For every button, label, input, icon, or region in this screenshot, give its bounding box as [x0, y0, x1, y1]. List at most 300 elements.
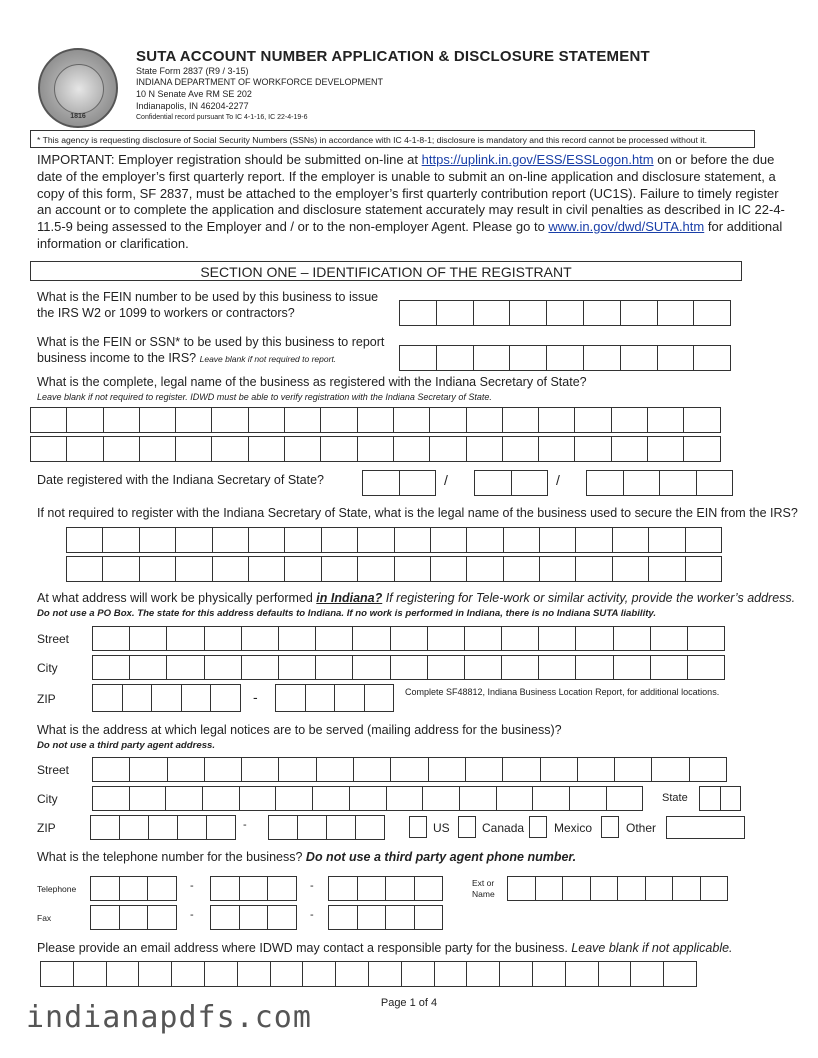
- mail-zip-field-box[interactable]: [206, 815, 236, 840]
- ein-name-row-1-box[interactable]: [321, 527, 358, 553]
- legal-name-row-2-box[interactable]: [211, 436, 248, 462]
- work-zip-field-box[interactable]: [181, 684, 212, 712]
- fein-ssn-field-box[interactable]: [546, 345, 584, 371]
- work-zip4-field-box[interactable]: [275, 684, 306, 712]
- ein-name-row-2-box[interactable]: [466, 556, 503, 582]
- date-month-field-box[interactable]: [362, 470, 400, 496]
- work-street-field-box[interactable]: [92, 626, 130, 651]
- ein-name-row-2-box[interactable]: [394, 556, 431, 582]
- important-text-1: IMPORTANT: Employer registration should be submitted on-line at: [37, 152, 422, 167]
- fein-w2-field-box[interactable]: [693, 300, 731, 326]
- work-city-field-box[interactable]: [166, 655, 204, 680]
- ein-name-row-1-box[interactable]: [212, 527, 249, 553]
- ein-name-row-1-box[interactable]: [648, 527, 685, 553]
- phone-area-field-box[interactable]: [147, 876, 177, 901]
- work-city-field-box[interactable]: [501, 655, 539, 680]
- legal-name-row-2-box[interactable]: [574, 436, 611, 462]
- country-other-checkbox[interactable]: [601, 816, 619, 838]
- ein-name-row-2-box[interactable]: [248, 556, 285, 582]
- legal-name-row-2-box[interactable]: [139, 436, 176, 462]
- fein-ssn-field-box[interactable]: [473, 345, 511, 371]
- ein-name-row-2-box[interactable]: [139, 556, 176, 582]
- ein-name-row-1-box[interactable]: [430, 527, 467, 553]
- legal-name-row-2-box[interactable]: [538, 436, 575, 462]
- fein-w2-field-box[interactable]: [657, 300, 695, 326]
- ein-name-row-1-box[interactable]: [466, 527, 503, 553]
- mail-zip4-field: [268, 815, 385, 840]
- mail-street-field-box[interactable]: [353, 757, 391, 782]
- ein-name-row-2-box[interactable]: [175, 556, 212, 582]
- form-number: State Form 2837 (R9 / 3-15): [136, 66, 249, 76]
- date-registered-question: Date registered with the Indiana Secretary of State?: [37, 473, 324, 487]
- fax-dash-2: -: [310, 909, 314, 921]
- ein-name-row-1-box[interactable]: [284, 527, 321, 553]
- address-line-1: 10 N Senate Ave RM SE 202: [136, 89, 252, 99]
- mail-zip4-field-box[interactable]: [326, 815, 356, 840]
- work-city-field-box[interactable]: [650, 655, 688, 680]
- ein-name-row-1-box[interactable]: [248, 527, 285, 553]
- fax-area-field: [90, 905, 177, 930]
- phone-ext-field-box[interactable]: [617, 876, 646, 901]
- legal-name-row-1-box[interactable]: [30, 407, 67, 433]
- mail-city-field-box[interactable]: [92, 786, 130, 811]
- mail-street-field-box[interactable]: [465, 757, 503, 782]
- country-other-label: Other: [626, 821, 657, 835]
- ein-name-row-1-box[interactable]: [357, 527, 394, 553]
- phone-question-note: Do not use a third party agent phone number.: [305, 850, 577, 864]
- ein-name-row-2-box[interactable]: [357, 556, 394, 582]
- phone-prefix-field-box[interactable]: [267, 876, 297, 901]
- legal-name-row-2-box[interactable]: [30, 436, 67, 462]
- ein-name-question: If not required to register with the Indiana Secretary of State, what is the legal name of the business used to secure the EIN from the IRS?: [37, 506, 798, 520]
- date-day-field-box[interactable]: [474, 470, 512, 496]
- form-title: SUTA ACCOUNT NUMBER APPLICATION & DISCLOSURE STATEMENT: [136, 48, 650, 65]
- email-field-box[interactable]: [73, 961, 107, 987]
- fein-ssn-field-box[interactable]: [436, 345, 474, 371]
- phone-ext-field-box[interactable]: [562, 876, 591, 901]
- fax-area-field-box[interactable]: [147, 905, 177, 930]
- email-field-box[interactable]: [663, 961, 697, 987]
- fein-w2-field-box[interactable]: [399, 300, 437, 326]
- ein-name-row-2-box[interactable]: [321, 556, 358, 582]
- fein-ssn-field-box[interactable]: [583, 345, 621, 371]
- email-field-box[interactable]: [171, 961, 205, 987]
- mail-street-field-box[interactable]: [651, 757, 689, 782]
- work-city-field-box[interactable]: [241, 655, 279, 680]
- legal-name-row-2: [30, 436, 721, 462]
- ein-name-row-1-box[interactable]: [685, 527, 722, 553]
- mail-zip-field-box[interactable]: [148, 815, 178, 840]
- work-street-label: Street: [37, 632, 70, 646]
- mail-city-field-box[interactable]: [202, 786, 240, 811]
- ein-name-row-2-box[interactable]: [66, 556, 103, 582]
- legal-name-row-1-box[interactable]: [647, 407, 684, 433]
- work-street-field-box[interactable]: [129, 626, 167, 651]
- legal-name-row-2-box[interactable]: [466, 436, 503, 462]
- email-field-box[interactable]: [630, 961, 664, 987]
- legal-name-row-2-box[interactable]: [611, 436, 648, 462]
- work-address-question: [37, 590, 797, 606]
- fein-w2-field-box[interactable]: [509, 300, 547, 326]
- fax-area-field-box[interactable]: [90, 905, 120, 930]
- email-field-box[interactable]: [335, 961, 369, 987]
- date-month-field-box[interactable]: [399, 470, 437, 496]
- email-field-box[interactable]: [40, 961, 74, 987]
- legal-name-row-1-box[interactable]: [357, 407, 394, 433]
- ein-name-row-1-box[interactable]: [139, 527, 176, 553]
- legal-name-row-2-box[interactable]: [284, 436, 321, 462]
- work-street-field-box[interactable]: [204, 626, 242, 651]
- work-city-field-box[interactable]: [390, 655, 428, 680]
- mail-state-field-box[interactable]: [720, 786, 742, 811]
- email-field-box[interactable]: [368, 961, 402, 987]
- ein-name-row-2-box[interactable]: [612, 556, 649, 582]
- legal-notice-note: Do not use a third party agent address.: [37, 740, 216, 751]
- email-field-box[interactable]: [565, 961, 599, 987]
- fax-line-field-box[interactable]: [357, 905, 387, 930]
- email-field-box[interactable]: [270, 961, 304, 987]
- legal-name-row-2-box[interactable]: [175, 436, 212, 462]
- legal-name-question: What is the complete, legal name of the business as registered with the Indiana Secretary of State?: [37, 375, 587, 389]
- work-zip4-field: [275, 684, 394, 712]
- work-city-label: City: [37, 661, 58, 675]
- work-street-field-box[interactable]: [427, 626, 465, 651]
- legal-name-row-1-box[interactable]: [248, 407, 285, 433]
- mail-street-field-box[interactable]: [129, 757, 167, 782]
- ein-name-row-2-box[interactable]: [539, 556, 576, 582]
- ein-name-row-1-box[interactable]: [612, 527, 649, 553]
- work-street-field-box[interactable]: [613, 626, 651, 651]
- work-city-field-box[interactable]: [464, 655, 502, 680]
- fein-w2-field-box[interactable]: [583, 300, 621, 326]
- work-city-field: [92, 655, 725, 680]
- phone-question: [37, 849, 576, 865]
- work-street-field-box[interactable]: [501, 626, 539, 651]
- phone-ext-field-box[interactable]: [507, 876, 536, 901]
- work-zip-field-box[interactable]: [210, 684, 241, 712]
- ein-name-row-1-box[interactable]: [539, 527, 576, 553]
- mail-city-label: City: [37, 792, 58, 806]
- legal-name-row-1-box[interactable]: [211, 407, 248, 433]
- fein-w2-question: What is the FEIN number to be used by this business to issue the IRS W2 or 1099 to workers or contractors?: [37, 290, 379, 320]
- ein-name-row-1-box[interactable]: [102, 527, 139, 553]
- ein-name-row-2-box[interactable]: [575, 556, 612, 582]
- mail-street-field-box[interactable]: [502, 757, 540, 782]
- work-address-note: Do not use a PO Box. The state for this address defaults to Indiana. If no work is performed in Indiana, there is no Indiana SUTA liability.: [37, 608, 657, 619]
- mail-street-field-box[interactable]: [390, 757, 428, 782]
- confidential-note: Confidential record pursuant To IC 4-1-16, IC 22-4-19-6: [136, 114, 308, 121]
- phone-line-field-box[interactable]: [357, 876, 387, 901]
- email-field-box[interactable]: [598, 961, 632, 987]
- email-field-box[interactable]: [106, 961, 140, 987]
- legal-name-row-2-box[interactable]: [683, 436, 720, 462]
- fein-ssn-field-box[interactable]: [657, 345, 695, 371]
- ein-name-row-1-box[interactable]: [66, 527, 103, 553]
- date-year-field: [586, 470, 733, 496]
- date-year-field-box[interactable]: [659, 470, 697, 496]
- ein-name-row-2-box[interactable]: [284, 556, 321, 582]
- mail-street-field-box[interactable]: [689, 757, 727, 782]
- ein-name-row-2-box[interactable]: [685, 556, 722, 582]
- legal-name-row-2-box[interactable]: [393, 436, 430, 462]
- mail-zip-field-box[interactable]: [177, 815, 207, 840]
- ein-name-row-2-box[interactable]: [503, 556, 540, 582]
- work-street-field-box[interactable]: [315, 626, 353, 651]
- work-street-field-box[interactable]: [390, 626, 428, 651]
- work-city-field-box[interactable]: [427, 655, 465, 680]
- country-canada-label: Canada: [482, 821, 525, 835]
- fein-ssn-field-box[interactable]: [693, 345, 731, 371]
- phone-prefix-field-box[interactable]: [210, 876, 240, 901]
- work-street-field-box[interactable]: [575, 626, 613, 651]
- mail-zip-field: [90, 815, 236, 840]
- email-question-text: Please provide an email address where IDWD may contact a responsible party for the business.: [37, 941, 572, 955]
- mail-street-field-box[interactable]: [241, 757, 279, 782]
- work-zip-field: [92, 684, 241, 712]
- work-street-field-box[interactable]: [352, 626, 390, 651]
- fein-ssn-text: What is the FEIN or SSN* to be used by this business to report business income to the IRS?: [37, 335, 385, 365]
- legal-name-row-1-box[interactable]: [538, 407, 575, 433]
- work-address-text-b: in Indiana?: [316, 591, 383, 605]
- seal-emblem-icon: [54, 64, 104, 114]
- work-zip4-field-box[interactable]: [305, 684, 336, 712]
- mail-zip4-field-box[interactable]: [355, 815, 385, 840]
- fein-w2-field-box[interactable]: [546, 300, 584, 326]
- uplink-link[interactable]: https://uplink.in.gov/ESS/ESSLogon.htm: [421, 152, 654, 167]
- mail-city-field-box[interactable]: [496, 786, 534, 811]
- section-one-heading: SECTION ONE – IDENTIFICATION OF THE REGISTRANT: [30, 261, 742, 281]
- work-city-field-box[interactable]: [687, 655, 725, 680]
- fein-ssn-field-box[interactable]: [509, 345, 547, 371]
- mail-city-field-box[interactable]: [459, 786, 497, 811]
- legal-name-row-1-box[interactable]: [139, 407, 176, 433]
- fein-w2-field-box[interactable]: [473, 300, 511, 326]
- legal-name-row-2-box[interactable]: [647, 436, 684, 462]
- page-number: Page 1 of 4: [380, 997, 438, 1009]
- work-city-field-box[interactable]: [315, 655, 353, 680]
- phone-ext-field-box[interactable]: [672, 876, 701, 901]
- phone-ext-field-box[interactable]: [645, 876, 674, 901]
- ein-name-row-1-box[interactable]: [503, 527, 540, 553]
- mail-street-field-box[interactable]: [577, 757, 615, 782]
- work-street-field-box[interactable]: [538, 626, 576, 651]
- telephone-label: Telephone: [37, 884, 77, 894]
- phone-line-field-box[interactable]: [414, 876, 444, 901]
- work-city-field-box[interactable]: [538, 655, 576, 680]
- legal-name-row-2-box[interactable]: [429, 436, 466, 462]
- legal-name-note: Leave blank if not required to register. IDWD must be able to verify registration with the Indiana Secretary of State.: [37, 392, 492, 402]
- work-zip-field-box[interactable]: [92, 684, 123, 712]
- phone-ext-field: [507, 876, 728, 901]
- legal-name-row-2-box[interactable]: [103, 436, 140, 462]
- ein-name-row-2-box[interactable]: [102, 556, 139, 582]
- phone-ext-field-box[interactable]: [590, 876, 619, 901]
- work-city-field-box[interactable]: [129, 655, 167, 680]
- mail-city-field-box[interactable]: [606, 786, 644, 811]
- country-other-field[interactable]: [666, 816, 745, 839]
- mail-city-field-box[interactable]: [239, 786, 277, 811]
- mail-city-field-box[interactable]: [165, 786, 203, 811]
- mail-zip-field-box[interactable]: [119, 815, 149, 840]
- phone-line-field-box[interactable]: [385, 876, 415, 901]
- country-mexico-label: Mexico: [554, 821, 593, 835]
- date-year-field-box[interactable]: [696, 470, 734, 496]
- work-street-field-box[interactable]: [650, 626, 688, 651]
- mail-street-field-box[interactable]: [540, 757, 578, 782]
- ein-name-row-1-box[interactable]: [575, 527, 612, 553]
- mail-city-field-box[interactable]: [275, 786, 313, 811]
- important-paragraph: [37, 152, 787, 253]
- legal-notice-question: What is the address at which legal notices are to be served (mailing address for the business)?: [37, 723, 562, 737]
- mail-state-field-box[interactable]: [699, 786, 721, 811]
- state-seal: [38, 48, 118, 128]
- work-address-text-c: If registering for Tele-work or similar activity, provide the worker’s address.: [382, 591, 796, 605]
- mail-city-field-box[interactable]: [386, 786, 424, 811]
- fax-line-field: [328, 905, 443, 930]
- work-zip-field-box[interactable]: [122, 684, 153, 712]
- legal-name-row-2-box[interactable]: [502, 436, 539, 462]
- fax-line-field-box[interactable]: [328, 905, 358, 930]
- phone-line-field: [328, 876, 443, 901]
- work-street-field-box[interactable]: [241, 626, 279, 651]
- fein-w2-field-box[interactable]: [620, 300, 658, 326]
- date-slash-2: /: [556, 472, 560, 488]
- date-year-field-box[interactable]: [623, 470, 661, 496]
- country-mexico-checkbox[interactable]: [529, 816, 547, 838]
- mail-street-field-box[interactable]: [428, 757, 466, 782]
- phone-area-field-box[interactable]: [90, 876, 120, 901]
- email-field-box[interactable]: [237, 961, 271, 987]
- email-field-box[interactable]: [138, 961, 172, 987]
- work-city-field-box[interactable]: [575, 655, 613, 680]
- legal-name-row-1-box[interactable]: [611, 407, 648, 433]
- email-field-box[interactable]: [204, 961, 238, 987]
- mail-street-field-box[interactable]: [278, 757, 316, 782]
- mail-street-field-box[interactable]: [167, 757, 205, 782]
- mail-zip-field-box[interactable]: [90, 815, 120, 840]
- mail-street-field-box[interactable]: [614, 757, 652, 782]
- fein-ssn-note: Leave blank if not required to report.: [199, 354, 337, 364]
- email-field-box[interactable]: [532, 961, 566, 987]
- phone-line-field-box[interactable]: [328, 876, 358, 901]
- email-field-box[interactable]: [434, 961, 468, 987]
- date-year-field-box[interactable]: [586, 470, 624, 496]
- work-zip4-field-box[interactable]: [334, 684, 365, 712]
- legal-name-row-1-box[interactable]: [320, 407, 357, 433]
- mail-state-label: State: [662, 792, 688, 804]
- legal-name-row-1-box[interactable]: [683, 407, 720, 433]
- email-field-box[interactable]: [302, 961, 336, 987]
- mail-zip4-field-box[interactable]: [297, 815, 327, 840]
- fax-prefix-field-box[interactable]: [239, 905, 269, 930]
- work-street-field-box[interactable]: [166, 626, 204, 651]
- legal-name-row-2-box[interactable]: [248, 436, 285, 462]
- seal-year: 1816: [70, 113, 86, 120]
- legal-name-row-1-box[interactable]: [103, 407, 140, 433]
- country-us-checkbox[interactable]: [409, 816, 427, 838]
- fax-prefix-field: [210, 905, 297, 930]
- mail-street-field-box[interactable]: [316, 757, 354, 782]
- phone-area-field-box[interactable]: [119, 876, 149, 901]
- mail-zip4-field-box[interactable]: [268, 815, 298, 840]
- work-street-field-box[interactable]: [464, 626, 502, 651]
- phone-prefix-field-box[interactable]: [239, 876, 269, 901]
- legal-name-row-1-box[interactable]: [502, 407, 539, 433]
- ein-name-row-1-box[interactable]: [394, 527, 431, 553]
- mail-city-field-box[interactable]: [312, 786, 350, 811]
- watermark: indianapdfs.com: [26, 1000, 312, 1035]
- legal-name-row-1-box[interactable]: [175, 407, 212, 433]
- date-day-field-box[interactable]: [511, 470, 549, 496]
- fax-area-field-box[interactable]: [119, 905, 149, 930]
- legal-name-row-2-box[interactable]: [66, 436, 103, 462]
- fax-label: Fax: [37, 913, 52, 923]
- mail-city-field-box[interactable]: [129, 786, 167, 811]
- mail-city-field-box[interactable]: [569, 786, 607, 811]
- mail-street-field-box[interactable]: [92, 757, 130, 782]
- email-question: [37, 940, 733, 956]
- ein-name-row-1-box[interactable]: [175, 527, 212, 553]
- fax-prefix-field-box[interactable]: [267, 905, 297, 930]
- mail-street-field-box[interactable]: [204, 757, 242, 782]
- legal-name-row-1-box[interactable]: [66, 407, 103, 433]
- mail-street-label: Street: [37, 763, 70, 777]
- fax-line-field-box[interactable]: [414, 905, 444, 930]
- country-canada-checkbox[interactable]: [458, 816, 476, 838]
- fax-line-field-box[interactable]: [385, 905, 415, 930]
- work-city-field-box[interactable]: [278, 655, 316, 680]
- fein-w2-field-box[interactable]: [436, 300, 474, 326]
- mail-city-field-box[interactable]: [422, 786, 460, 811]
- phone-ext-field-box[interactable]: [700, 876, 729, 901]
- legal-name-row-1-box[interactable]: [393, 407, 430, 433]
- legal-name-row-1-box[interactable]: [466, 407, 503, 433]
- ein-name-row-2-box[interactable]: [648, 556, 685, 582]
- fein-ssn-field-box[interactable]: [399, 345, 437, 371]
- work-city-field-box[interactable]: [352, 655, 390, 680]
- legal-name-row-1-box[interactable]: [574, 407, 611, 433]
- mail-city-field-box[interactable]: [349, 786, 387, 811]
- mail-zip-label: ZIP: [37, 821, 56, 835]
- email-field-box[interactable]: [466, 961, 500, 987]
- work-city-field-box[interactable]: [92, 655, 130, 680]
- phone-ext-field-box[interactable]: [535, 876, 564, 901]
- ein-name-row-2-box[interactable]: [212, 556, 249, 582]
- country-us-label: US: [433, 821, 450, 835]
- work-street-field-box[interactable]: [687, 626, 725, 651]
- work-zip-field-box[interactable]: [151, 684, 182, 712]
- legal-name-row-1-box[interactable]: [429, 407, 466, 433]
- work-city-field-box[interactable]: [613, 655, 651, 680]
- ein-name-row-1: [66, 527, 722, 553]
- fein-ssn-field-box[interactable]: [620, 345, 658, 371]
- legal-name-row-2-box[interactable]: [320, 436, 357, 462]
- mail-zip-dash: -: [243, 819, 247, 831]
- mail-city-field-box[interactable]: [532, 786, 570, 811]
- fax-prefix-field-box[interactable]: [210, 905, 240, 930]
- legal-name-row-2-box[interactable]: [357, 436, 394, 462]
- fax-dash-1: -: [190, 909, 194, 921]
- work-city-field-box[interactable]: [204, 655, 242, 680]
- email-field-box[interactable]: [499, 961, 533, 987]
- legal-name-row-1-box[interactable]: [284, 407, 321, 433]
- legal-name-row-1: [30, 407, 721, 433]
- work-street-field-box[interactable]: [278, 626, 316, 651]
- ein-name-row-2-box[interactable]: [430, 556, 467, 582]
- email-field-box[interactable]: [401, 961, 435, 987]
- work-zip4-field-box[interactable]: [364, 684, 395, 712]
- suta-link[interactable]: www.in.gov/dwd/SUTA.htm: [548, 219, 705, 235]
